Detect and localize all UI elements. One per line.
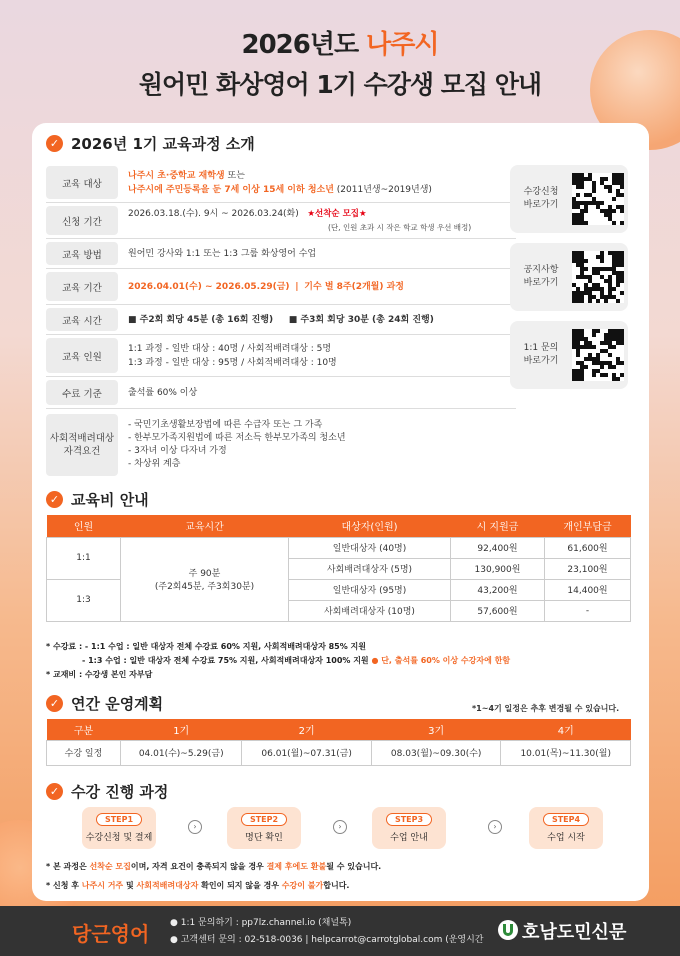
footer-contact-chat[interactable]: ● 1:1 문의하기 : pp7lz.channel.io (채널톡) <box>170 918 352 928</box>
header <box>0 24 680 101</box>
qr-inquiry-link[interactable]: 1:1 문의 바로가기 <box>510 321 628 389</box>
check-icon: ✓ <box>46 783 63 800</box>
qr-notice-link[interactable]: 공지사항 바로가기 <box>510 243 628 311</box>
qr-apply-link[interactable]: 수강신청 바로가기 <box>510 165 628 233</box>
section-fee: ✓ 교육비 안내 <box>46 489 149 510</box>
press-logo-icon <box>498 920 518 940</box>
footer <box>0 906 680 956</box>
check-icon: ✓ <box>46 491 63 508</box>
section-process: ✓ 수강 진행 과정 <box>46 781 168 802</box>
process-note-2: * 신청 후 나주시 거주 및 사회적배려대상자 확인이 되지 않을 경우 수강이 불가합니다. <box>46 881 350 890</box>
info-row-duration: 교육 기간 2026.04.01(수) ~ 2026.05.29(금) | 기수 별 8주(2개월) 과정 <box>46 269 516 305</box>
info-row-time: 교육 시간 ■ 주2회 회당 45분 (총 16회 진행) ■ 주3회 회당 30분 (총 24회 진행) <box>46 305 516 335</box>
check-icon: ✓ <box>46 135 63 152</box>
table-row: 수강 일정 04.01(수)~5.29(금) 06.01(월)~07.31(금) 08.03(월)~09.30(수) 10.01(목)~11.30(월) <box>47 740 631 765</box>
step-3: STEP3 수업 안내 <box>372 807 446 849</box>
info-row-complete: 수료 기준 출석률 60% 이상 <box>46 377 516 409</box>
info-row-method: 교육 방법 원어민 강사와 1:1 또는 1:3 그룹 화상영어 수업 <box>46 239 516 269</box>
qr-code-icon <box>572 251 624 303</box>
step-4: STEP4 수업 시작 <box>529 807 603 849</box>
header-subtitle: 원어민 화상영어 1기 수강생 모집 안내 <box>138 70 542 99</box>
press-name: 호남도민신문 <box>522 922 627 943</box>
content-card <box>32 123 649 901</box>
table-row: 1:1 주 90분 (주2회45분, 주3회30분) 일반대상자 (40명) 92,400원 61,600원 <box>47 537 631 558</box>
brand-logo: 당근영어 <box>72 922 150 946</box>
fee-note-1: * 수강료 : - 1:1 수업 : 일반 대상자 전체 수강료 60% 지원, 사회적배려대상자 85% 지원 <box>46 642 367 651</box>
section-curriculum: ✓ 2026년 1기 교육과정 소개 <box>46 133 255 154</box>
info-row-social: 사회적배려대상 자격요건 - 국민기초생활보장법에 따른 수급자 또는 그 가족 - 한부모가족지원법에 따른 저소득 한부모가족의 청소년 - 3자녀 이상 다자녀 가정 - 차상위 계층 <box>46 411 516 479</box>
info-row-people: 교육 인원 1:1 과정 - 일반 대상 : 40명 / 사회적배려대상 : 5명 1:3 과정 - 일반 대상 : 95명 / 사회적배려대상 : 10명 <box>46 335 516 377</box>
arrow-right-icon: › <box>333 820 347 834</box>
annual-table: 구분 1기 2기 3기 4기 수강 일정 04.01(수)~5.29(금) 06.01(월)~07.31(금) 08.03(월)~09.30(수) 10.01(목)~11.30(월) <box>46 719 631 766</box>
table-row: 사회배려대상자 (5명) 130,900원 23,100원 <box>47 558 631 579</box>
fee-table: 인원 교육시간 대상자(인원) 시 지원금 개인부담금 1:1 주 90분 (주2회45분, 주3회30분) 일반대상자 (40명) 92,400원 61,600원 사회배려대상자 (5명) 130,900원 23,100원 1:3 일반대상자 (95명) 43,200원 14,400원 사회배려대상자 (10명) 57,600원 - <box>46 515 631 622</box>
step-2: STEP2 명단 확인 <box>227 807 301 849</box>
check-icon: ✓ <box>46 695 63 712</box>
table-row: 1:3 일반대상자 (95명) 43,200원 14,400원 <box>47 579 631 600</box>
header-title: 2026년도 나주시 <box>241 30 439 60</box>
table-row: 사회배려대상자 (10명) 57,600원 - <box>47 600 631 621</box>
fee-note-3: * 교재비 : 수강생 본인 자부담 <box>46 670 153 679</box>
annual-note: *1~4기 일정은 추후 변경될 수 있습니다. <box>472 704 620 713</box>
process-note-1: * 본 과정은 선착순 모집이며, 자격 요건이 충족되지 않을 경우 결제 후에도 환불될 수 있습니다. <box>46 862 382 871</box>
info-row-apply: 신청 기간 2026.03.18.(수). 9시 ~ 2026.03.24(화) ★선착순 모집★ (단, 인원 초과 시 작은 학교 학생 우선 배정) <box>46 203 516 239</box>
arrow-right-icon: › <box>488 820 502 834</box>
arrow-right-icon: › <box>188 820 202 834</box>
step-1: STEP1 수강신청 및 결제 <box>82 807 156 849</box>
info-row-target: 교육 대상 나주시 초·중학교 재학생 또는 나주시에 주민등록을 둔 7세 이상 15세 이하 청소년 (2011년생~2019년생) <box>46 163 516 203</box>
section-annual: ✓ 연간 운영계획 <box>46 693 163 714</box>
qr-code-icon <box>572 173 624 225</box>
fee-note-2: - 1:3 수업 : 일반 대상자 전체 수강료 75% 지원, 사회적배려대상자 100% 지원 ● 단, 출석률 60% 이상 수강자에 한함 <box>82 656 511 665</box>
qr-code-icon <box>572 329 624 381</box>
footer-contact-center[interactable]: ● 고객센터 문의 : 02-518-0036 | helpcarrot@carrotglobal.com (운영시간 <box>170 935 484 945</box>
